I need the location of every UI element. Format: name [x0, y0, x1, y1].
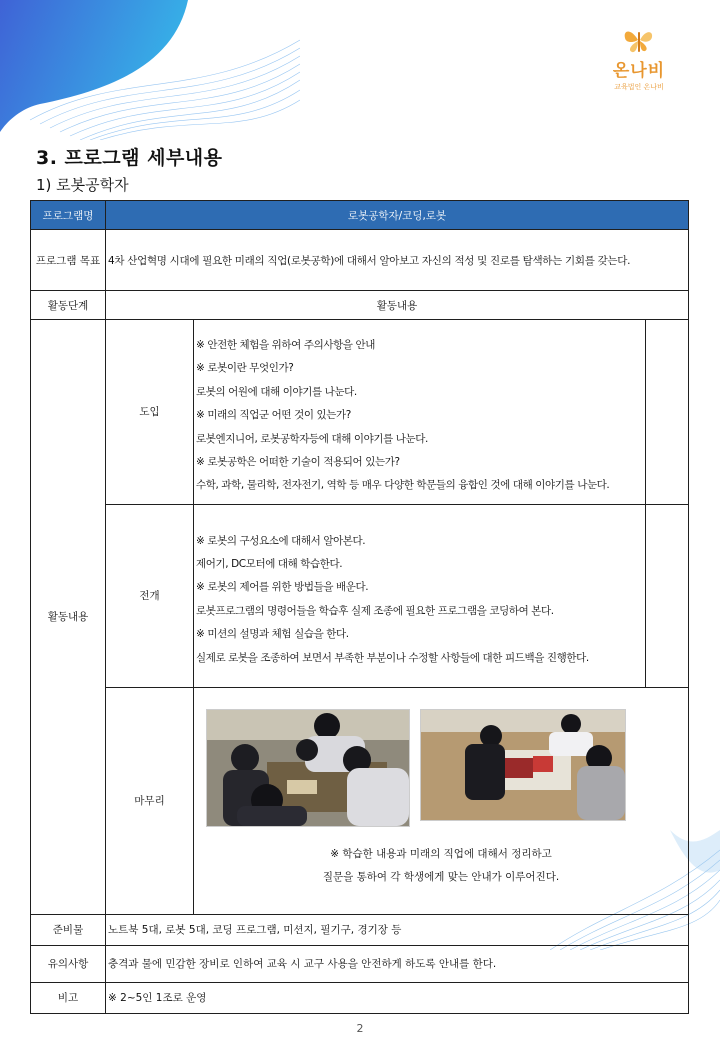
content-line: ※ 안전한 체험을 위하여 주의사항을 안내: [196, 339, 375, 351]
content-line: 수학, 과학, 물리학, 전자전기, 역학 등 매우 다양한 학문들의 융합인 것에 대해 이야기를 나눈다.: [196, 479, 610, 492]
stage-row-intro: [31, 320, 689, 505]
stage-content-intro: [194, 320, 646, 505]
page-number: 2: [356, 1022, 364, 1035]
activity-stage-header: 활동단계: [31, 291, 106, 320]
stage-content-develop: [194, 504, 646, 687]
classroom-photo-2: [420, 709, 626, 821]
content-line: ※ 로봇공학은 어떠한 기술이 적용되어 있는가?: [196, 455, 400, 468]
content-line: 실제로 로봇을 조종하여 보면서 부족한 부분이나 수정할 사항들에 대한 피드백을 진행한다.: [196, 651, 589, 664]
stage-name-intro: 도입: [106, 320, 194, 505]
empty-cell: [646, 320, 689, 505]
content-line: 제어기, DC모터에 대해 학습한다.: [196, 557, 343, 570]
program-name-row: [31, 201, 689, 230]
stage-row-wrapup: [31, 687, 689, 914]
classroom-photo-1: [206, 709, 410, 827]
caption-line: ※ 학습한 내용과 미래의 직업에 대해서 정리하고: [330, 847, 552, 860]
activity-content-label: 활동내용: [31, 320, 106, 915]
stage-row-develop: [31, 504, 689, 687]
prep-value: 노트북 5대, 로봇 5대, 코딩 프로그램, 미션지, 필기구, 경기장 등: [106, 914, 689, 945]
empty-cell: [646, 504, 689, 687]
logo: [604, 26, 674, 92]
stage-name-develop: 전개: [106, 504, 194, 687]
program-name-label: 프로그램명: [31, 201, 106, 230]
wave-decoration-top-left: [0, 0, 300, 140]
logo-subtitle: 교육법인 온나비: [614, 83, 664, 91]
activity-header-row: [31, 291, 689, 320]
content-line: 로봇의 어원에 대해 이야기를 나눈다.: [196, 385, 357, 398]
caution-row: [31, 945, 689, 982]
program-goal-value: 4차 산업혁명 시대에 필요한 미래의 직업(로봇공학)에 대해서 알아보고 자신의 적성 및 진로를 탐색하는 기회를 갖는다.: [106, 230, 689, 291]
note-label: 비고: [31, 982, 106, 1013]
content-line: ※ 로봇의 구성요소에 대해서 알아본다.: [196, 534, 366, 547]
prep-label: 준비물: [31, 914, 106, 945]
content-line: 로봇엔지니어, 로봇공학자등에 대해 이야기를 나눈다.: [196, 432, 428, 445]
content-line: ※ 로봇의 제어를 위한 방법들을 배운다.: [196, 581, 369, 594]
note-value: ※ 2~5인 1조로 운영: [106, 982, 689, 1013]
caution-label: 유의사항: [31, 945, 106, 982]
photo-row: [194, 709, 688, 827]
program-table: [30, 200, 689, 1014]
section-title: 3. 프로그램 세부내용: [36, 147, 223, 169]
butterfly-logo-icon: [621, 26, 657, 54]
content-line: ※ 미션의 설명과 체험 실습을 한다.: [196, 628, 349, 641]
wrapup-caption: [194, 843, 688, 889]
prep-row: [31, 914, 689, 945]
content-line: ※ 미래의 직업군 어떤 것이 있는가?: [196, 409, 351, 422]
program-goal-label: 프로그램 목표: [31, 230, 106, 291]
note-row: [31, 982, 689, 1013]
program-name-value: 로봇공학자/코딩,로봇: [106, 201, 689, 230]
logo-name: 온나비: [612, 61, 666, 81]
stage-name-wrapup: 마무리: [106, 687, 194, 914]
caption-line: 질문을 통하여 각 학생에게 맞는 안내가 이루어진다.: [322, 870, 560, 883]
content-line: 로봇프로그램의 명령어들을 학습후 실제 조종에 필요한 프로그램을 코딩하여 본다.: [196, 604, 554, 617]
caution-value: 충격과 물에 민감한 장비로 인하여 교육 시 교구 사용을 안전하게 하도록 안내를 한다.: [106, 945, 689, 982]
stage-content-wrapup: [194, 687, 689, 914]
sub-title: 1) 로봇공학자: [36, 176, 129, 194]
content-line: ※ 로봇이란 무엇인가?: [196, 362, 294, 375]
program-goal-row: [31, 230, 689, 291]
activity-content-header: 활동내용: [106, 291, 689, 320]
